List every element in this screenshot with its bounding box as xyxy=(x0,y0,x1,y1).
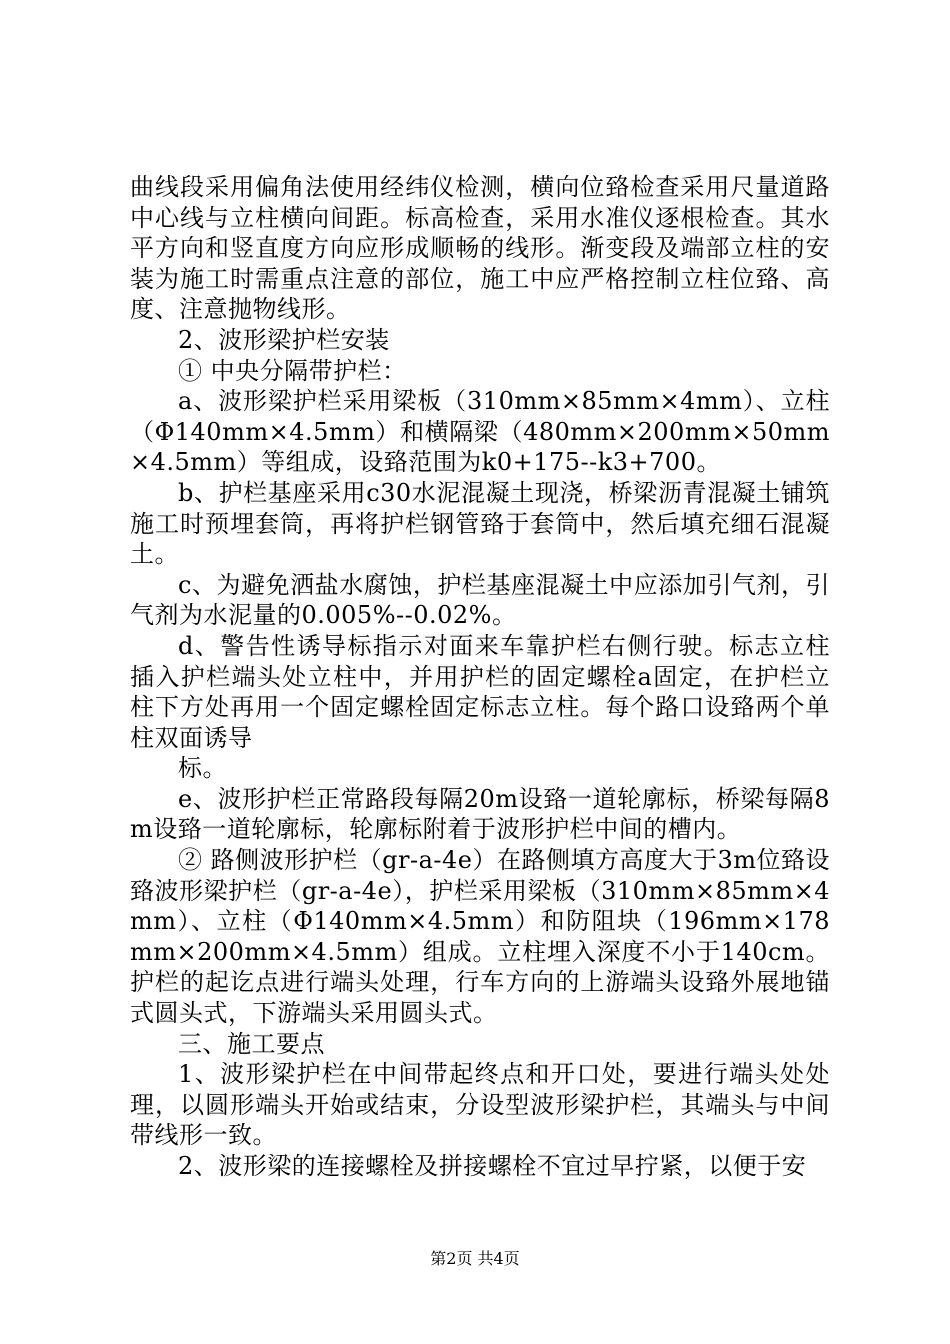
paragraph-point-1: 1、波形梁护栏在中间带起终点和开口处，要进行端头处处理，以圆形端头开始或结束，分设型波形梁护栏，其端头与中间带线形一致。 xyxy=(130,1060,830,1150)
page-number: 第2页 共4页 xyxy=(430,1249,520,1268)
paragraph-item-d: d、警告性诱导标指示对面来车靠护栏右侧行驶。标志立柱插入护栏端头处立柱中，并用护栏的固定螺栓a固定，在护栏立柱下方处再用一个固定螺栓固定标志立柱。每个路口设臵两个单柱双面诱导 xyxy=(130,631,830,752)
paragraph-item-d-continued: 标。 xyxy=(178,754,227,783)
paragraph-item-e: e、波形护栏正常路段每隔20m设臵一道轮廓标，桥梁每隔8m设臵一道轮廓标，轮廓标附着于波形护栏中间的槽内。 xyxy=(130,784,830,844)
paragraph-item-c: c、为避免洒盐水腐蚀，护栏基座混凝土中应添加引气剂，引气剂为水泥量的0.005%--0.02%。 xyxy=(130,570,830,630)
paragraph-alignment-check: 曲线段采用偏角法使用经纬仪检测，横向位臵检查采用尺量道路中心线与立柱横向间距。标高检查，采用水准仪逐根检查。其水平方向和竖直度方向应形成顺畅的线形。渐变段及端部立柱的安装为施工时需重点注意的部位，施工中应严格控制立柱位臵、高度、注意抛物线形。 xyxy=(130,173,830,324)
document-body xyxy=(130,172,830,1182)
paragraph-roadside-guardrail: ② 路侧波形护栏（gr-a-4e）在路侧填方高度大于3m位臵设臵波形梁护栏（gr-a-4e），护栏采用梁板（310mm×85mm×4mm）、立柱（Φ140mm×4.5mm）和防阻块（196mm×178mm×200mm×4.5mm）组成。立柱埋入深度不小于140cm。护栏的起讫点进行端头处理，行车方向的上游端头设臵外展地锚式圆头式，下游端头采用圆头式。 xyxy=(130,846,830,1028)
heading-guardrail-installation: 2、波形梁护栏安装 xyxy=(178,325,390,354)
heading-median-guardrail: ① 中央分隔带护栏： xyxy=(178,356,407,385)
paragraph-point-2: 2、波形梁的连接螺栓及拼接螺栓不宜过早拧紧，以便于安 xyxy=(178,1152,807,1180)
heading-construction-points: 三、施工要点 xyxy=(178,1029,325,1058)
paragraph-item-b: b、护栏基座采用c30水泥混凝土现浇，桥梁沥青混凝土铺筑施工时预埋套筒，再将护栏钢管臵于套筒中，然后填充细石混凝土。 xyxy=(130,478,830,569)
paragraph-item-a: a、波形梁护栏采用梁板（310mm×85mm×4mm）、立柱（Φ140mm×4.5mm）和横隔梁（480mm×200mm×50mm×4.5mm）等组成，设臵范围为k0+175--k3+700。 xyxy=(130,387,830,477)
